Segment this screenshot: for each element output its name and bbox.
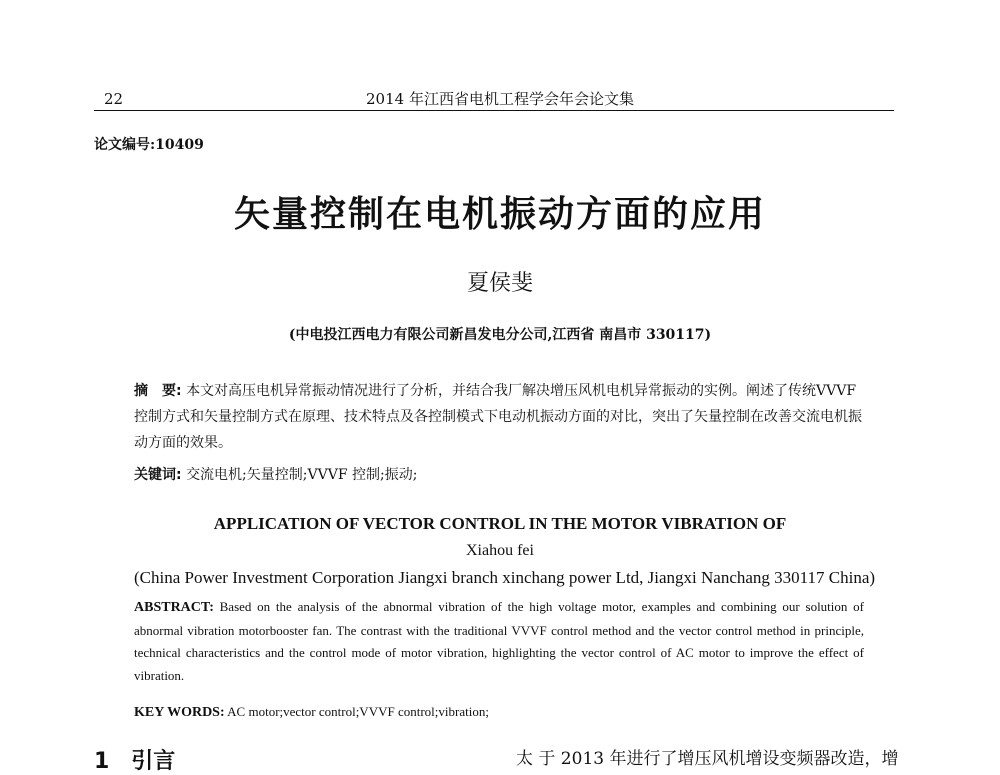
english-keywords-label: KEY WORDS: <box>134 705 225 720</box>
english-abstract <box>134 596 864 687</box>
english-abstract-text: Based on the analysis of the abnormal vibration of the high voltage motor, examples and combining our solution of abnormal vibration motorbooster fan. The contrast with the traditional VVVF control method and the vector control method in principle, technical characteristics and the control mode of motor vibration, highlighting the vector control of AC motor to improve the effect of vibration. <box>134 599 864 683</box>
chinese-author: 夏侯斐 <box>466 271 533 296</box>
chinese-abstract-label: 摘 要: <box>134 383 182 399</box>
chinese-keywords-label: 关键词: <box>134 467 182 483</box>
chinese-keywords <box>134 464 864 484</box>
journal-header-title: 2014 年江西省电机工程学会年会论文集 <box>366 90 634 108</box>
chinese-title: 矢量控制在电机振动方面的应用 <box>233 194 766 235</box>
english-title: APPLICATION OF VECTOR CONTROL IN THE MOTOR VIBRATION OF <box>213 514 787 533</box>
chinese-abstract <box>134 378 864 456</box>
english-keywords <box>134 704 864 721</box>
section-heading-introduction: 1 引言 <box>94 749 176 774</box>
english-keywords-text: AC motor;vector control;VVVF control;vibration; <box>227 704 489 719</box>
chinese-keywords-text: 交流电机;矢量控制;VVVF 控制;振动; <box>186 467 418 483</box>
paper-id: 论文编号:10409 <box>94 137 204 153</box>
body-text-fragment: 太 于 2013 年进行了增压风机增设变频器改造，增 <box>516 749 899 769</box>
english-abstract-label: ABSTRACT: <box>134 600 214 615</box>
chinese-affiliation: (中电投江西电力有限公司新昌发电分公司,江西省 南昌市 330117) <box>288 327 712 343</box>
header-divider <box>94 110 894 111</box>
english-affiliation: (China Power Investment Corporation Jiangxi branch xinchang power Ltd, Jiangxi Nanchang 330117 China) <box>134 568 876 587</box>
english-author: Xiahou fei <box>466 542 534 559</box>
chinese-abstract-text: 本文对高压电机异常振动情况进行了分析，并结合我厂解决增压风机电机异常振动的实例。阐述了传统VVVF 控制方式和矢量控制方式在原理、技术特点及各控制模式下电动机振动方面的对比，突出了矢量控制在改善交流电机振动方面的效果。 <box>134 383 862 451</box>
page-number: 22 <box>104 90 124 108</box>
